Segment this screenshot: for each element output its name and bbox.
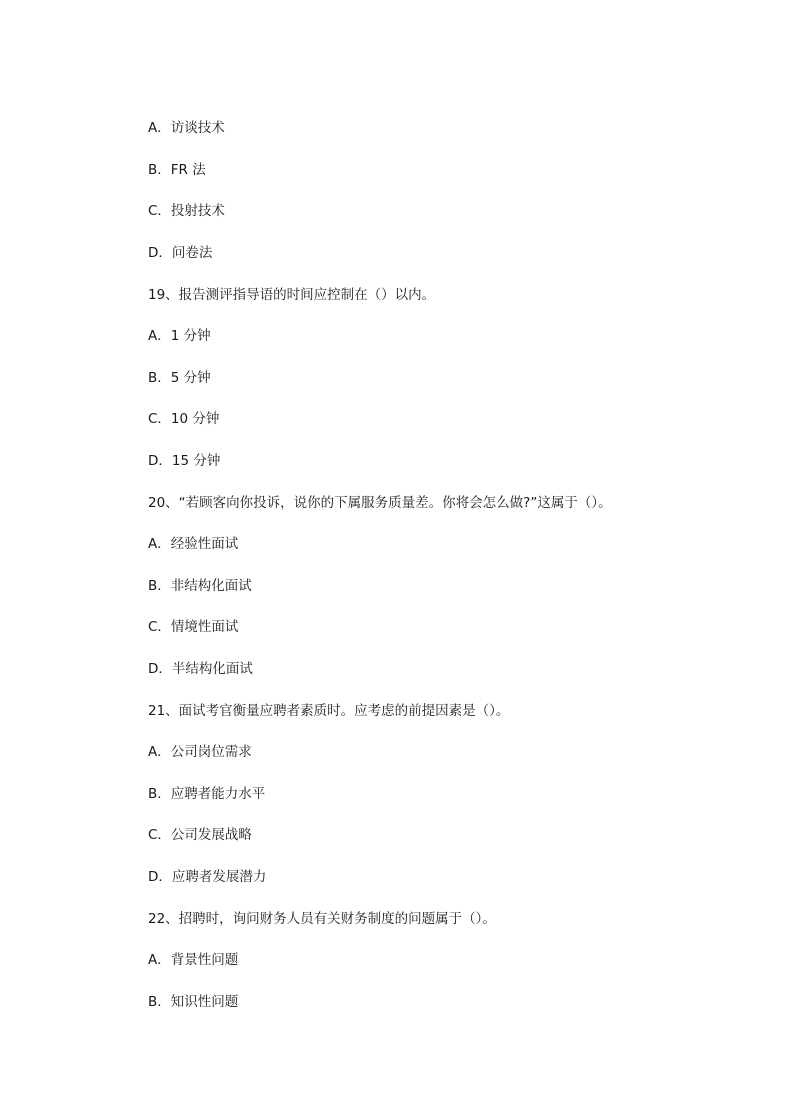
option-a-q19: A．1 分钟 bbox=[148, 328, 211, 344]
option-b-q19: B．5 分钟 bbox=[148, 370, 211, 386]
option-d-q20: D．半结构化面试 bbox=[148, 661, 253, 677]
option-c-q18: C．投射技术 bbox=[148, 203, 225, 219]
option-d-q18: D．问卷法 bbox=[148, 245, 213, 261]
question-21: 21、面试考官衡量应聘者素质时。应考虑的前提因素是（）。 bbox=[148, 703, 510, 719]
option-d-q21: D．应聘者发展潜力 bbox=[148, 869, 267, 885]
question-20: 20、“若顾客向你投诉，说你的下属服务质量差。你将会怎么做?”这属于（）。 bbox=[148, 495, 612, 511]
question-19: 19、报告测评指导语的时间应控制在（）以内。 bbox=[148, 287, 436, 303]
question-22: 22、招聘时，询问财务人员有关财务制度的问题属于（）。 bbox=[148, 911, 496, 927]
option-b-q21: B．应聘者能力水平 bbox=[148, 786, 266, 802]
option-c-q20: C．情境性面试 bbox=[148, 619, 239, 635]
option-b-q22: B．知识性问题 bbox=[148, 994, 239, 1010]
option-b-q18: B．FR 法 bbox=[148, 162, 206, 178]
option-b-q20: B．非结构化面试 bbox=[148, 578, 252, 594]
option-a-q20: A．经验性面试 bbox=[148, 536, 239, 552]
option-c-q21: C．公司发展战略 bbox=[148, 827, 252, 843]
option-a-q18: A．访谈技术 bbox=[148, 120, 225, 136]
option-d-q19: D．15 分钟 bbox=[148, 453, 221, 469]
option-c-q19: C．10 分钟 bbox=[148, 411, 220, 427]
option-a-q21: A．公司岗位需求 bbox=[148, 744, 252, 760]
option-a-q22: A．背景性问题 bbox=[148, 952, 239, 968]
